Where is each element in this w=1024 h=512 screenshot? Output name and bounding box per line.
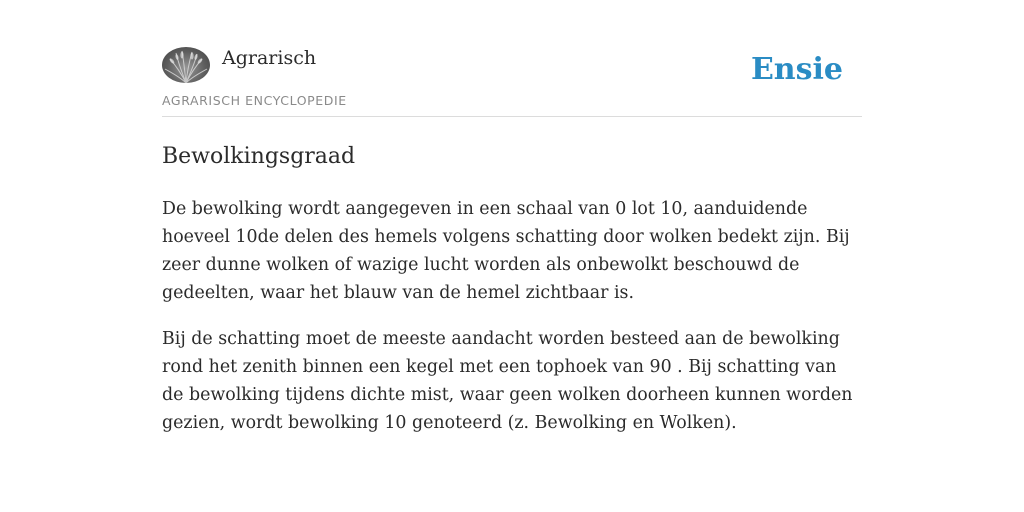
brand-logo[interactable]: Ensie [750, 52, 843, 87]
article-paragraph: Bij de schatting moet de meeste aandacht worden besteed aan de bewolking rond het zenith binnen een kegel met een tophoek van 90 . Bij schatting van de bewolking tijdens dichte mist, waar geen wolken doorheen kunnen worden gezien, wordt bewolking 10 genoteerd (z. Bewolking en Wolken). [162, 329, 853, 433]
source-avatar[interactable] [162, 47, 210, 83]
page [162, 0, 862, 437]
source-subtitle[interactable]: AGRARISCH ENCYCLOPEDIE [162, 93, 347, 108]
header [162, 0, 862, 117]
article-paragraph: De bewolking wordt aangegeven in een schaal van 0 lot 10, aanduidende hoeveel 10de delen des hemels volgens schatting door wolken bedekt zijn. Bij zeer dunne wolken of wazige lucht worden als onbewolkt beschouwd de gedeelten, waar het blauw van de hemel zichtbaar is. [162, 199, 850, 303]
source-name[interactable]: Agrarisch [222, 47, 317, 69]
wheat-grass-icon [162, 47, 210, 83]
article-title: Bewolkingsgraad [162, 144, 356, 169]
